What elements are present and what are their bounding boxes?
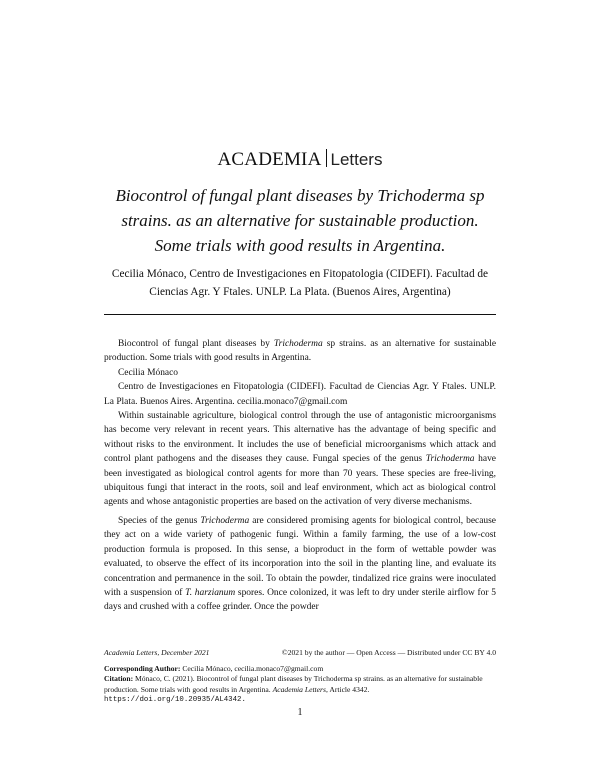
header-rule [104, 314, 496, 315]
brand-name: ACADEMIA [217, 149, 322, 170]
license-text: ©2021 by the author — Open Access — Distributed under CC BY 4.0 [281, 648, 496, 657]
body-paragraph: Within sustainable agriculture, biological control through the use of antagonistic microorganisms has become very relevant in recent years. This alternative has the advantage of being specific and without risks to the environment. It includes the use of beneficial microorganisms which attack and control plant pathogens and the diseases they cause. Fungal species of the genus Trichoderma have been investigated as biological control agents for more than 70 years. These species are free-living, ubiquitous fungi that interact in the roots, soil and leaf environment, which act as biological control agents and whose antagonistic properties are based on the activation of very diverse mechanisms. [104, 411, 496, 508]
body-paragraph: Species of the genus Trichoderma are considered promising agents for biological control, because they act on a wide variety of pathogenic fungi. Within a family farming, the use of a low-cost production formula is proposed. In this sense, a bioproduct in the form of wettable powder was evaluated, to observe the effect of its incorporation into the soil in the planting line, and evaluate its concentration and permanence in the soil. To obtain the powder, tindalized rice grains were inoculated with a suspension of T. harzianum spores. Once colonized, it was left to dry under sterile airflow for 5 days and crushed with a coffee grinder. Once the powder [104, 515, 496, 613]
paper-body [104, 337, 496, 615]
brand-subtitle: Letters [330, 150, 383, 169]
title-line: strains. as an alternative for sustainable production. [121, 211, 479, 230]
doi-link[interactable]: https://doi.org/10.20935/AL4342. [104, 696, 246, 705]
affiliation-line: Cecilia Mónaco, Centro de Investigaciones en Fitopatologia (CIDEFI). Facultad de [111, 268, 489, 280]
body-paragraph: Biocontrol of fungal plant diseases by Trichoderma sp strains. as an alternative for sustainable production. Some trials with good results in Argentina. [104, 339, 497, 364]
paper-title [80, 183, 520, 258]
corresponding-author: Corresponding Author: Cecilia Mónaco, cecilia.monaco7@gmail.com [104, 663, 324, 673]
academia-letters-logo [0, 148, 600, 172]
affiliation-line: Ciencias Agr. Y Ftales. UNLP. La Plata. (Buenos Aires, Argentina) [149, 286, 451, 298]
journal-date: Academia Letters, December 2021 [104, 648, 210, 657]
citation: Citation: Mónaco, C. (2021). Biocontrol of fungal plant diseases by Trichoderma sp strains. as an alternative for sustainable production. Some trials with good results in Argentina. Academia Letters, Article 4342. [104, 674, 483, 694]
title-line: Biocontrol of fungal plant diseases by Trichoderma sp [115, 186, 485, 205]
page-footer [104, 648, 496, 706]
page-number: 1 [297, 707, 303, 718]
body-paragraph: Cecilia Mónaco [118, 367, 179, 378]
title-line: Some trials with good results in Argentina. [154, 236, 446, 255]
footer-journal-line [104, 648, 496, 659]
author-affiliation [90, 265, 510, 301]
body-paragraph: Centro de Investigaciones en Fitopatologia (CIDEFI). Facultad de Ciencias Agr. Y Ftales. UNLP. La Plata. Buenos Aires. Argentina. cecilia.monaco7@gmail.com [104, 382, 496, 407]
brand-divider [326, 149, 327, 167]
